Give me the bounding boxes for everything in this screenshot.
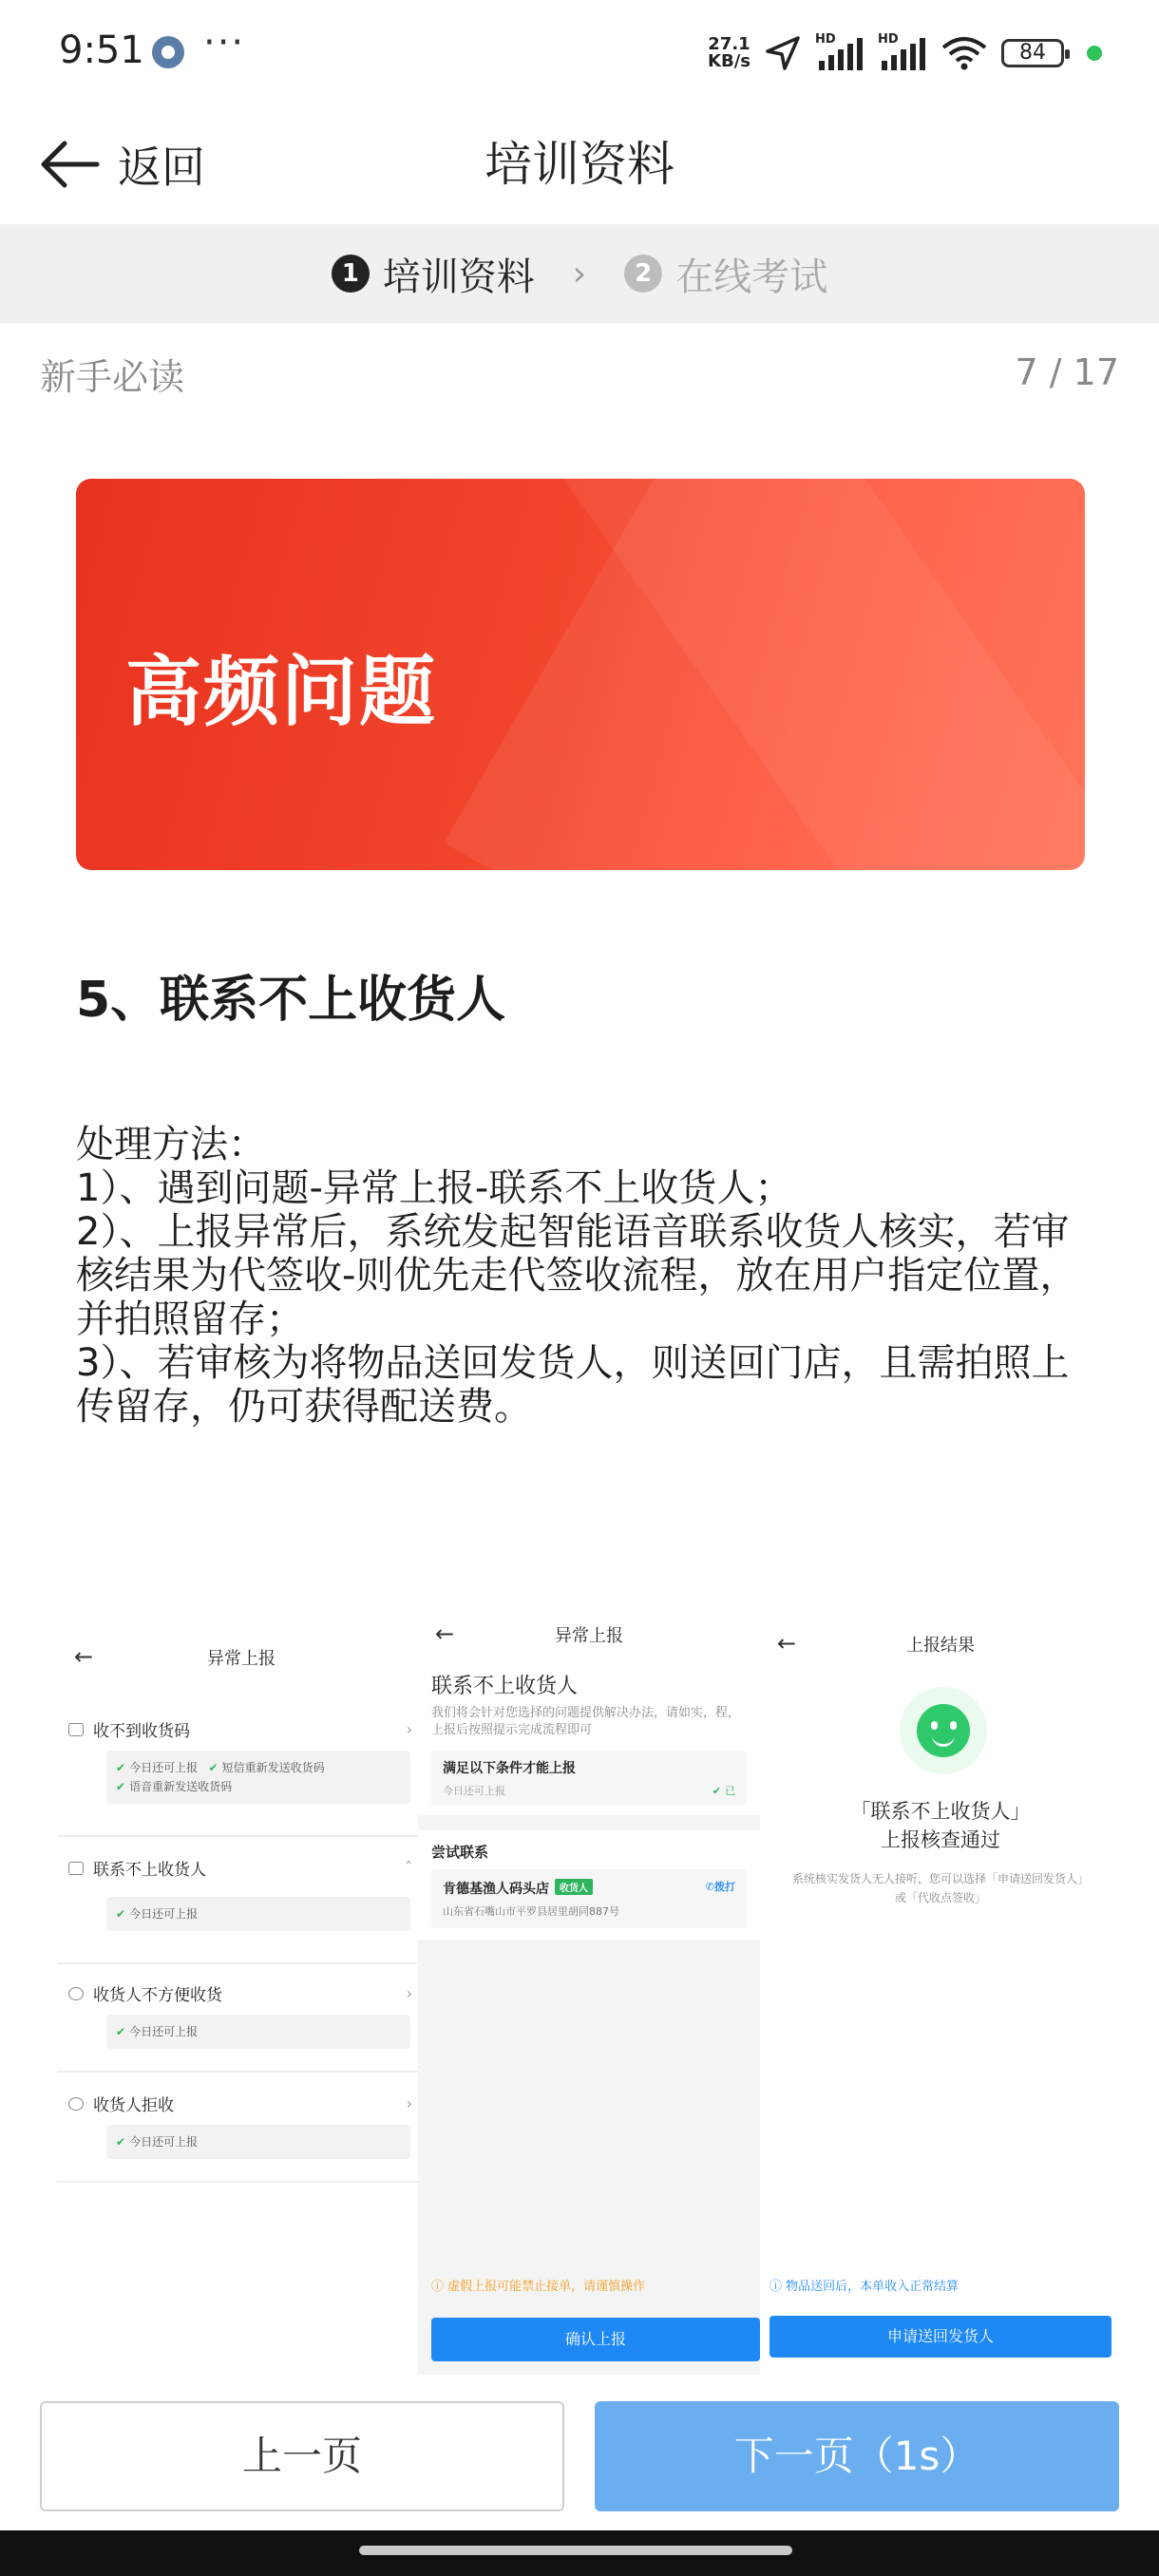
call-icon: ✆: [705, 1881, 714, 1893]
detail-text: 今日还可上报: [129, 2135, 199, 2149]
condition-panel: [431, 1751, 747, 1806]
report-option-details: [106, 2015, 410, 2049]
report-option: [68, 1717, 426, 1804]
result-description: 系统核实发货人无人接听，您可以选择「申请送回发货人」或「代收点签收」: [792, 1872, 1090, 1904]
detail-text: 短信重新发送收货码: [221, 1761, 325, 1774]
result-status: 上报核查通过: [881, 1828, 1000, 1851]
check-icon: ✔: [208, 1761, 218, 1774]
detail-text: 今日还可上报: [129, 2025, 199, 2038]
report-option-details: [106, 1751, 410, 1804]
report-option-label: 收不到收货码: [93, 1722, 190, 1741]
back-arrow-icon: ←: [777, 1630, 797, 1657]
step-indicator: [0, 224, 1159, 323]
report-option: [68, 1981, 426, 2049]
status-time: 9:51: [59, 28, 144, 72]
detail-text: 今日还可上报: [129, 1907, 199, 1921]
chevron-right-icon: ›: [406, 1720, 412, 1738]
condition-status: [712, 1783, 735, 1798]
check-icon: ✔: [116, 2025, 126, 2038]
condition-row: [443, 1783, 735, 1798]
chevron-right-icon: ›: [406, 2094, 412, 2112]
phone-icon: [68, 1862, 84, 1875]
return-to-sender-button: 申请送回发货人: [770, 2316, 1112, 2358]
step-number: 2: [624, 255, 662, 293]
store-row: [443, 1879, 735, 1898]
signal-icon: [815, 34, 864, 72]
chevron-right-icon: ›: [406, 1984, 412, 2002]
user-icon: [68, 1987, 84, 2000]
warning-note: [431, 2276, 645, 2294]
contact-section-title: 尝试联系: [418, 1830, 760, 1869]
condition-text: 今日还可上报: [443, 1785, 505, 1797]
user-icon: [68, 2097, 84, 2111]
back-arrow-icon: ←: [74, 1643, 94, 1670]
network-speed: [708, 36, 750, 70]
warning-icon: ⓘ: [431, 2280, 445, 2294]
report-option-details: [106, 1897, 410, 1931]
network-speed-value: 27.1: [708, 34, 750, 54]
condition-title: 满足以下条件才能上报: [443, 1761, 576, 1776]
info-icon: ⓘ: [770, 2280, 783, 2294]
receipt-icon: [68, 1723, 84, 1736]
report-option-label: 收货人拒收: [93, 2096, 174, 2115]
info-text: 物品送回后，本单收入正常结算: [786, 2280, 960, 2294]
page-title: 培训资料: [484, 137, 674, 192]
check-icon: ✔: [116, 1761, 126, 1774]
check-icon: ✔: [116, 2135, 126, 2149]
section-title: 新手必读: [40, 356, 185, 398]
detail-text: 语音重新发送收货码: [129, 1780, 233, 1793]
call-button: [706, 1879, 735, 1894]
signal-label: HD: [815, 32, 836, 47]
store-name: 肯德基渔人码头店: [443, 1882, 549, 1897]
confirm-report-button: 确认上报: [431, 2318, 760, 2361]
divider: [57, 1962, 426, 1964]
step-online-exam: [624, 247, 827, 301]
chevron-right-icon: ›: [572, 254, 587, 294]
active-indicator-dot: [1087, 46, 1102, 61]
article-body: [76, 1123, 1083, 1429]
call-label: 拨打: [714, 1881, 735, 1893]
report-option-label: 收货人不方便收货: [93, 1986, 222, 2005]
back-arrow-icon: ←: [435, 1620, 455, 1647]
info-note: [770, 2276, 959, 2294]
result-title: 「联系不上收货人」: [850, 1800, 1031, 1823]
report-option-details: [106, 2125, 410, 2159]
step-label: 在线考试: [675, 255, 828, 299]
signal-label: HD: [878, 32, 899, 47]
report-option: [68, 2092, 426, 2159]
banner-title: 高频问题: [125, 648, 437, 736]
settings-icon: [152, 36, 184, 68]
article-body-text: 处理方法： 1）、遇到问题-异常上报-联系不上收货人； 2）、上报异常后，系统发起智能语音联系收货人核实，若审核结果为代签收-则优先走代签收流程，放在用户指定位置，并拍照留存； 3）、若审核为将物品送回发货人，则送回门店，且需拍照上传留存，仍可获得配送费。: [76, 1123, 1078, 1429]
check-icon: ✔: [116, 1907, 126, 1921]
check-icon: ✔: [712, 1785, 721, 1797]
more-notifications-icon: ···: [203, 21, 246, 65]
screenshot-title: 异常上报: [555, 1626, 623, 1646]
divider: [57, 2071, 426, 2073]
condition-status-text: 已: [725, 1785, 735, 1797]
screenshot-header: [57, 1634, 426, 1691]
screenshot-title: 异常上报: [207, 1649, 276, 1669]
step-number: 1: [332, 255, 370, 293]
system-navigation-bar: [0, 2530, 1159, 2576]
page-counter: 7 / 17: [1015, 351, 1119, 393]
screenshot-header: [760, 1620, 1121, 1677]
section-header: [0, 342, 1159, 408]
status-bar: [0, 0, 1159, 104]
topic-banner: [76, 479, 1085, 870]
report-form-card: [418, 1660, 760, 1815]
signal-icon: [878, 34, 927, 72]
warning-text: 虚假上报可能禁止接单，请谨慎操作: [447, 2280, 646, 2294]
report-option: [68, 1856, 426, 1931]
next-page-button[interactable]: 下一页（1s）: [595, 2401, 1119, 2511]
status-icons: [708, 32, 1102, 74]
example-screenshots: [57, 1615, 1121, 2375]
smile-icon: [917, 1704, 970, 1757]
previous-page-button[interactable]: 上一页: [40, 2401, 564, 2511]
wifi-icon: [940, 34, 988, 72]
divider: [57, 2181, 426, 2183]
store-address: 山东省石嘴山市平罗县居里胡同887号: [443, 1905, 619, 1918]
report-description: 我们将会针对您选择的问题提供解决办法，请如实，程，上报后按照提示完成流程即可: [431, 1706, 741, 1737]
store-tag: 收货人: [555, 1879, 593, 1895]
home-gesture-handle[interactable]: [359, 2546, 792, 2555]
screenshot-exception-report-list: [57, 1615, 426, 2375]
report-option-label: 联系不上收货人: [93, 1861, 206, 1880]
screenshot-report-result: [760, 1615, 1121, 2375]
report-heading: 联系不上收货人: [431, 1675, 579, 1698]
battery-icon: 84: [1001, 39, 1064, 67]
detail-text: 今日还可上报: [129, 1761, 199, 1774]
step-training-materials: [332, 247, 535, 301]
store-contact: [418, 1869, 760, 1940]
check-icon: ✔: [116, 1780, 126, 1793]
back-label: 返回: [118, 142, 205, 193]
location-arrow-icon: [764, 34, 802, 72]
network-speed-unit: KB/s: [708, 51, 750, 71]
nav-bar: [0, 104, 1159, 224]
chevron-up-icon: ˆ: [405, 1859, 412, 1877]
article-heading: 5、联系不上收货人: [76, 972, 506, 1029]
screenshot-report-form: [418, 1615, 760, 2375]
divider: [57, 1835, 426, 1837]
step-label: 培训资料: [382, 255, 535, 299]
screenshot-header: [418, 1615, 760, 1672]
screenshot-title: 上报结果: [906, 1636, 975, 1656]
store-card: [431, 1869, 747, 1928]
